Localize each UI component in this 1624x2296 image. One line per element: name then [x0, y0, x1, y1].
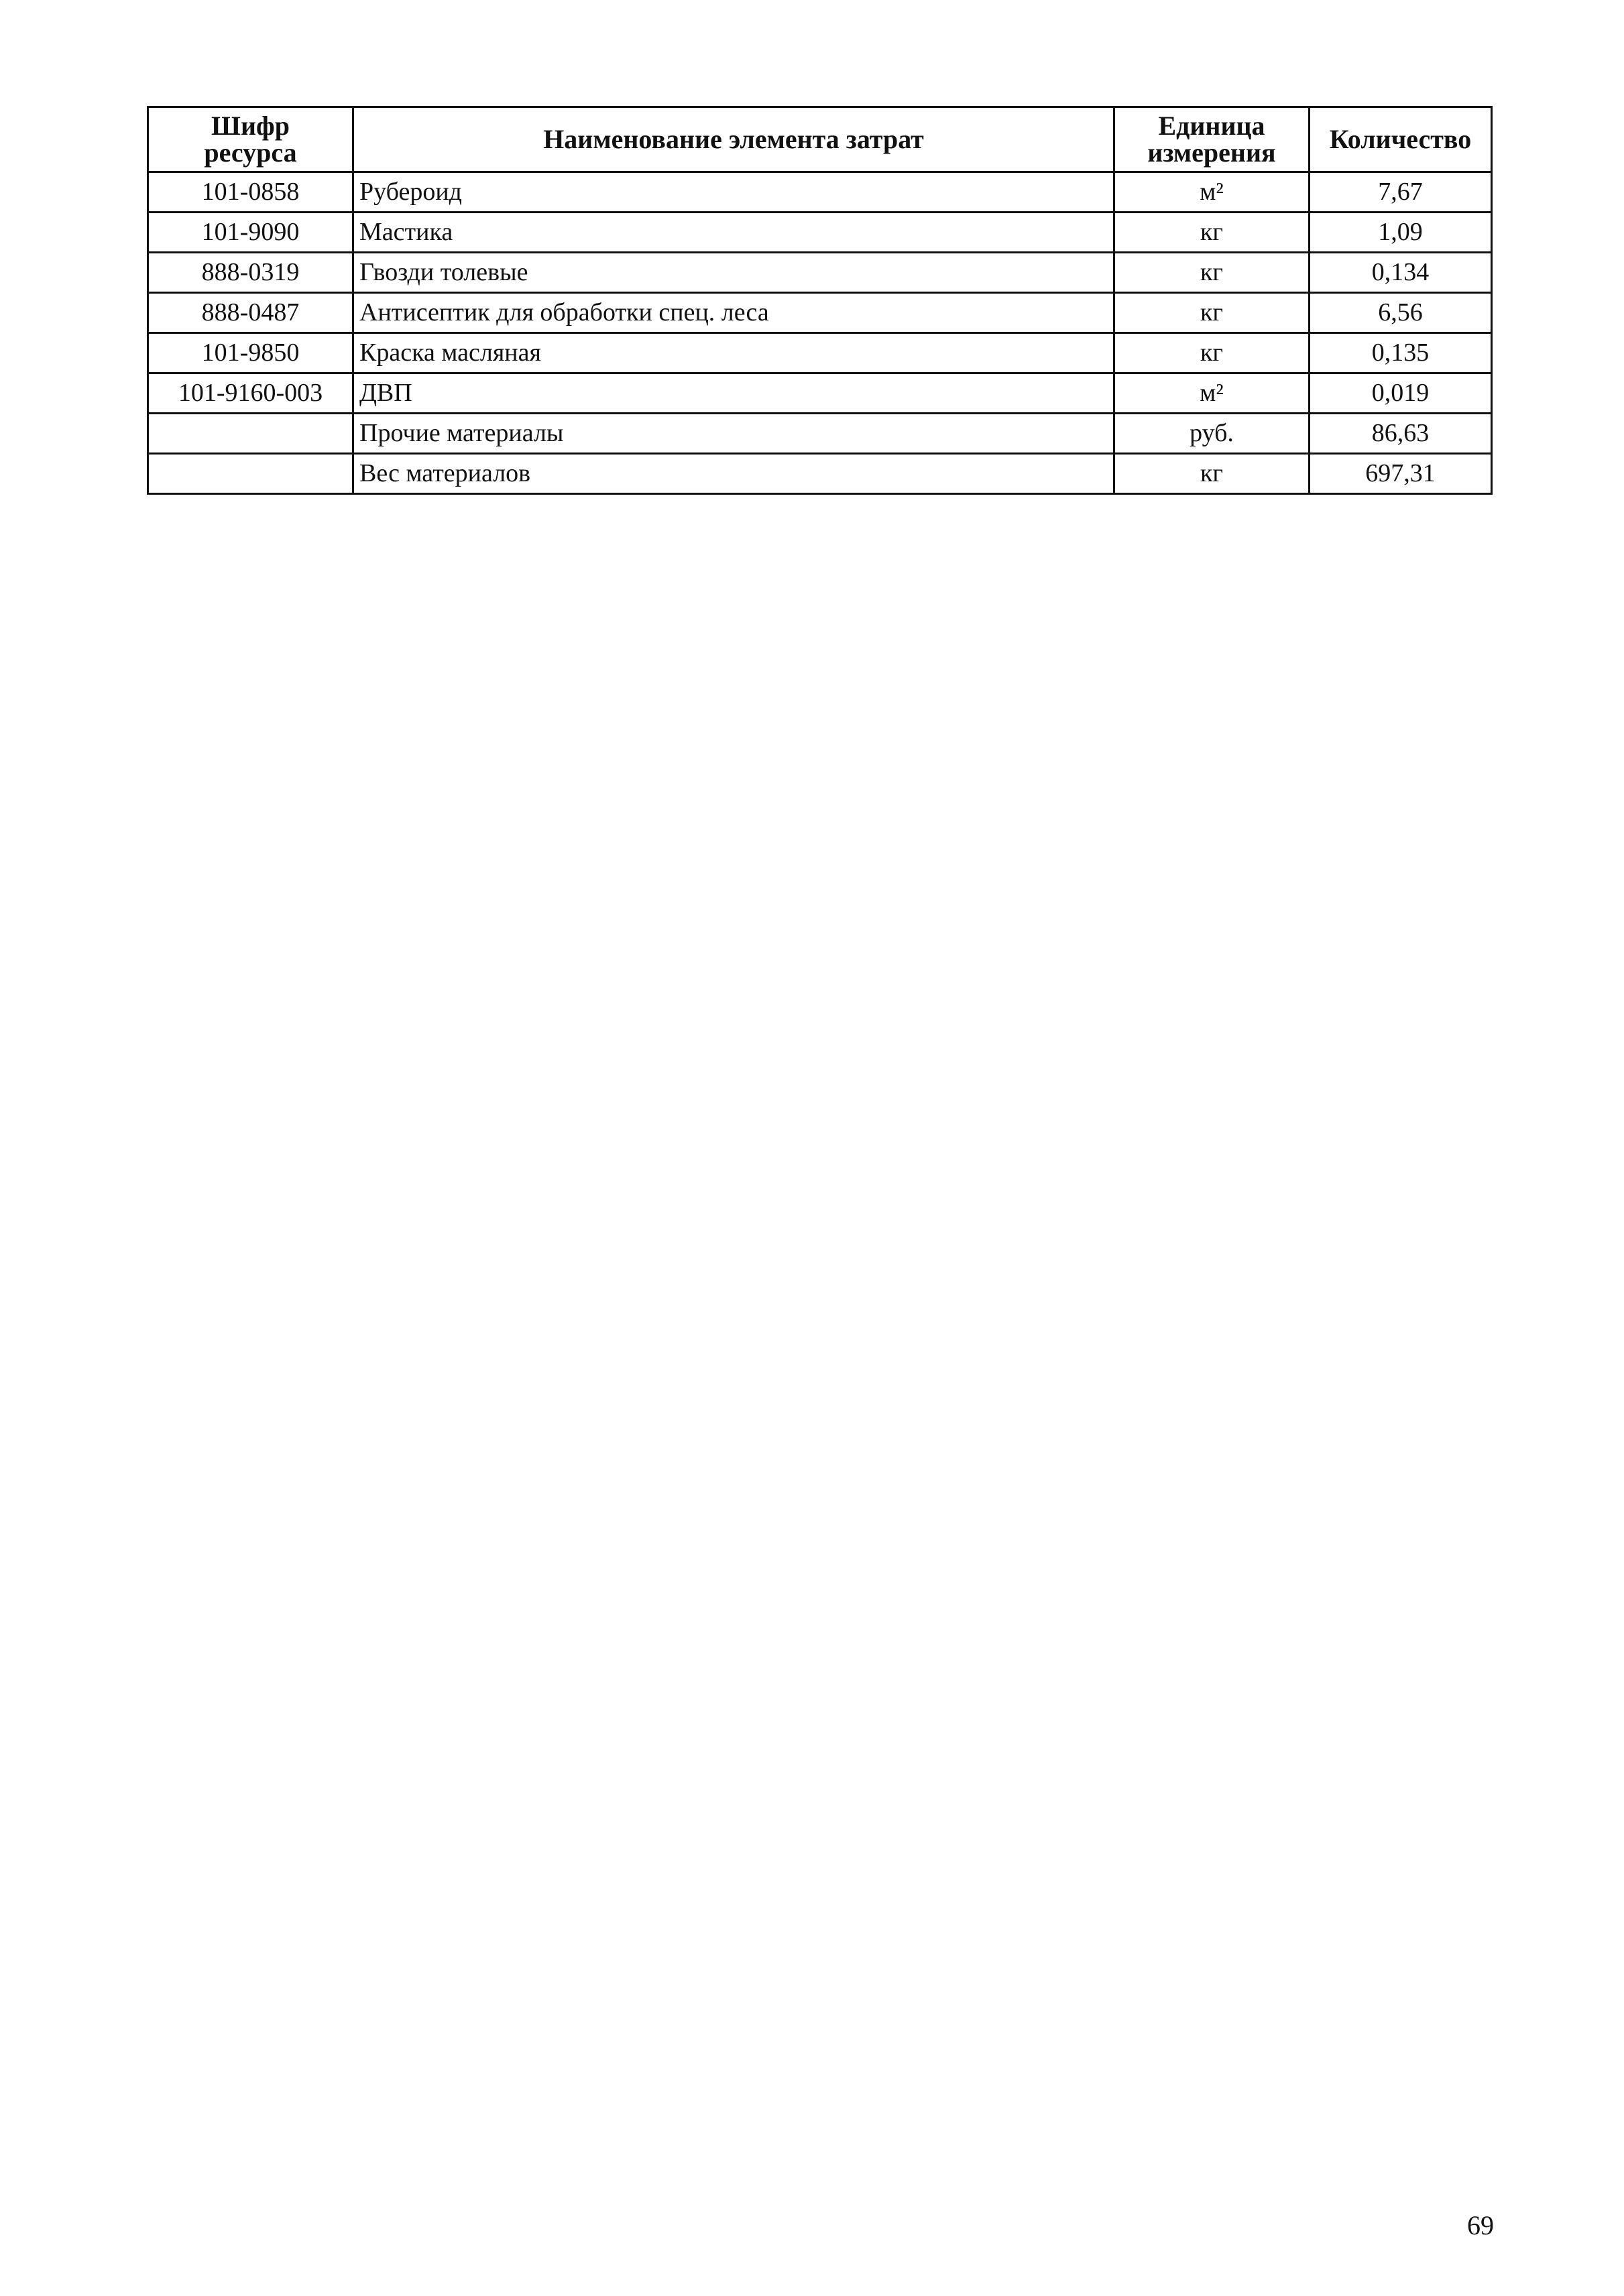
cell-item-name: Антисептик для обработки спец. леса: [353, 293, 1114, 333]
cell-quantity: 6,56: [1310, 293, 1492, 333]
cell-quantity: 0,135: [1310, 333, 1492, 373]
cell-item-name: Рубероид: [353, 172, 1114, 213]
cell-unit: кг: [1114, 213, 1310, 253]
cell-quantity: 0,134: [1310, 253, 1492, 293]
cell-unit: руб.: [1114, 414, 1310, 454]
cell-unit: кг: [1114, 333, 1310, 373]
page-number: 69: [1467, 2210, 1494, 2240]
materials-table: [147, 106, 1493, 495]
cell-item-name: Прочие материалы: [353, 414, 1114, 454]
header-resource-code-line2: ресурса: [204, 137, 297, 168]
cell-quantity: 86,63: [1310, 414, 1492, 454]
cell-quantity: 0,019: [1310, 373, 1492, 414]
cell-quantity: 697,31: [1310, 454, 1492, 494]
table-row: [148, 213, 1492, 253]
table-row: [148, 414, 1492, 454]
cell-unit: кг: [1114, 454, 1310, 494]
header-quantity: Количество: [1310, 107, 1492, 172]
table-header-row: [148, 107, 1492, 172]
header-unit-line2: измерения: [1147, 137, 1276, 168]
cell-item-name: Мастика: [353, 213, 1114, 253]
cell-unit: кг: [1114, 293, 1310, 333]
cell-item-name: Краска масляная: [353, 333, 1114, 373]
cell-item-name: Гвозди толевые: [353, 253, 1114, 293]
table-row: [148, 253, 1492, 293]
cell-resource-code: [148, 414, 353, 454]
cell-item-name: Вес материалов: [353, 454, 1114, 494]
table-row: [148, 333, 1492, 373]
cell-resource-code: 101-9160-003: [148, 373, 353, 414]
table-row: [148, 454, 1492, 494]
table-row: [148, 172, 1492, 213]
cell-resource-code: 101-0858: [148, 172, 353, 213]
cell-resource-code: 888-0319: [148, 253, 353, 293]
cell-resource-code: [148, 454, 353, 494]
cell-unit: м²: [1114, 172, 1310, 213]
cell-quantity: 7,67: [1310, 172, 1492, 213]
table-row: [148, 293, 1492, 333]
header-unit: [1114, 107, 1310, 172]
cell-resource-code: 888-0487: [148, 293, 353, 333]
cell-item-name: ДВП: [353, 373, 1114, 414]
header-resource-code: [148, 107, 353, 172]
cell-quantity: 1,09: [1310, 213, 1492, 253]
cell-unit: м²: [1114, 373, 1310, 414]
cell-unit: кг: [1114, 253, 1310, 293]
cell-resource-code: 101-9850: [148, 333, 353, 373]
table-row: [148, 373, 1492, 414]
header-resource-code-line1: Шифр: [211, 111, 290, 141]
cell-resource-code: 101-9090: [148, 213, 353, 253]
header-unit-line1: Единица: [1158, 111, 1265, 141]
header-item-name: Наименование элемента затрат: [353, 107, 1114, 172]
